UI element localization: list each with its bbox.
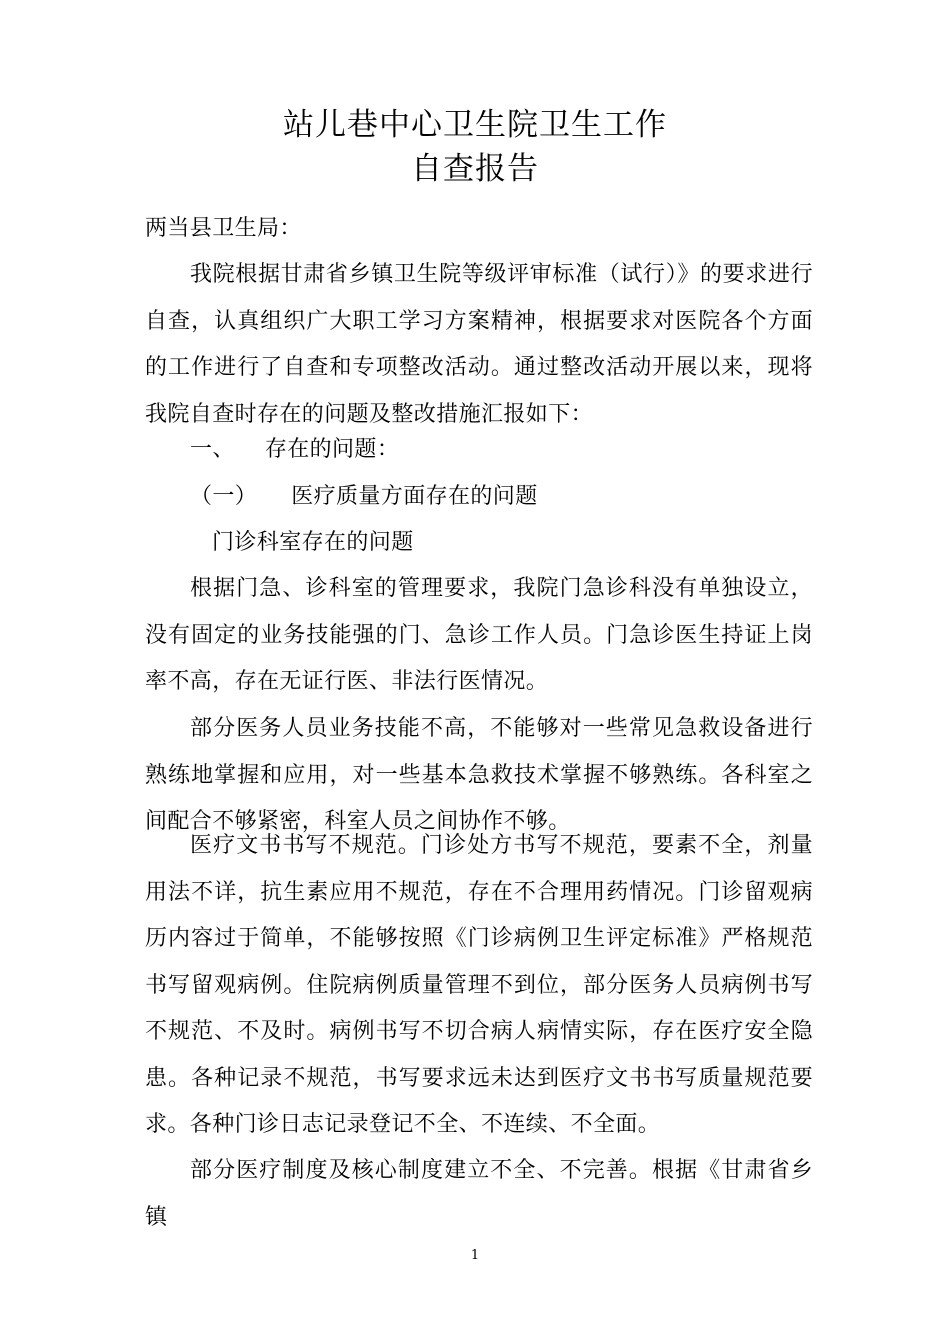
document-title-line-1: 站儿巷中心卫生院卫生工作 [283,107,667,143]
page-number: 1 [470,1248,480,1263]
paragraph-documents: 医疗文书书写不规范。门诊处方书写不规范，要素不全，剂量用法不详，抗生素应用不规范，存在不合理用药情况。门诊留观病历内容过于简单，不能够按照《门诊病例卫生评定标准》严格规范书写留观病例。住院病例质量管理不到位，部分医务人员病例书写不规范、不及时。病例书写不切合病人病情实际，存在医疗安全隐患。各种记录不规范，书写要求远未达到医疗文书书写质量规范要求。各种门诊日志记录登记不全、不连续、不全面。 [145,833,813,1137]
paragraph-outpatient: 根据门急、诊科室的管理要求，我院门急诊科没有单独设立，没有固定的业务技能强的门、急诊工作人员。门急诊医生持证上岗率不高，存在无证行医、非法行医情况。 [145,576,813,694]
document-title-line-2: 自查报告 [411,151,539,187]
section-heading-1 [190,427,858,474]
section-heading-2-number: （一） [190,484,258,509]
section-heading-3: 门诊科室存在的问题 [212,530,414,555]
paragraph-intro: 我院根据甘肃省乡镇卫生院等级评审标准（试行）》的要求进行自查，认真组织广大职工学习方案精神，根据要求对医院各个方面的工作进行了自查和专项整改活动。通过整改活动开展以来，现将我院自查时存在的问题及整改措施汇报如下： [145,262,813,427]
salutation: 两当县卫生局： [145,216,302,241]
section-heading-2 [190,474,858,521]
section-heading-2-text: 医疗质量方面存在的问题 [291,484,538,509]
section-heading-1-number: 一、 [190,437,235,462]
section-heading-1-text: 存在的问题： [264,437,400,462]
paragraph-systems: 部分医疗制度及核心制度建立不全、不完善。根据《甘肃省乡镇 [145,1158,813,1230]
paragraph-skills: 部分医务人员业务技能不高，不能够对一些常见急救设备进行熟练地掌握和应用，对一些基本急救技术掌握不够熟练。各科室之间配合不够紧密，科室人员之间协作不够。 [145,716,813,834]
